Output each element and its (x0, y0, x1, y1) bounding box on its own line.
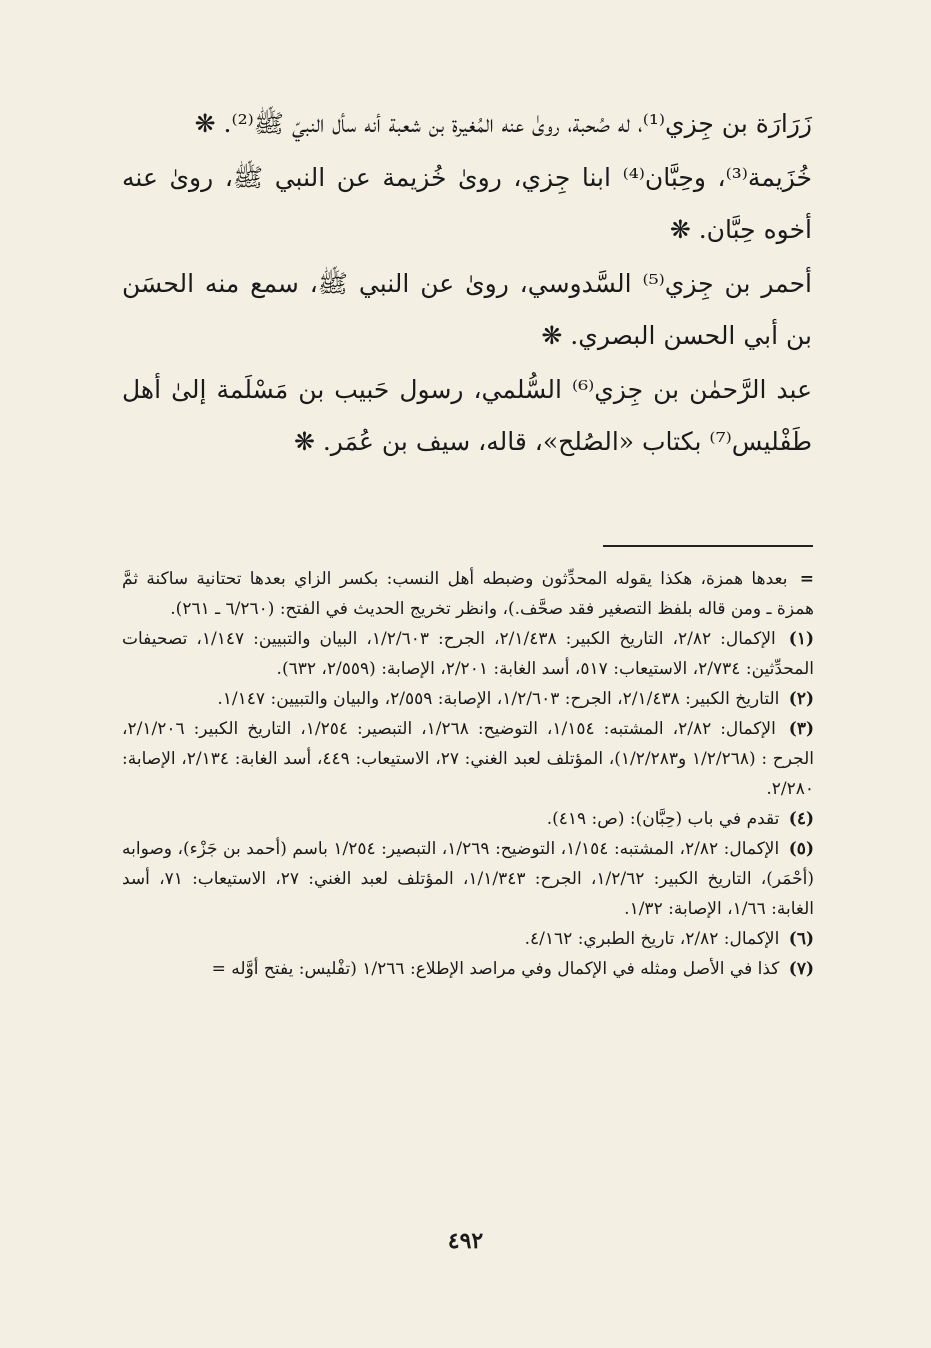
footnote-text: الإكمال: ٢/٨٢، المشتبه: ١/١٥٤، التوضيح: ١/٢٦٩، التبصير: ١/٢٥٤ باسم (أحمد بن جَزْء)، وصوابه (أحْمَر)، التاريخ الكبير: ١/٢/٦٢، الجرح: ١/١/٣٤٣، المؤتلف لعبد الغني: ٢٧، الاستيعاب: ٧١، أسد الغابة: ١/٦٦، الإصابة: ١/٣٢. (122, 839, 814, 919)
footnotes (122, 564, 814, 984)
entry-ahmar: أحمر بن جِزي⁽⁵⁾ السَّدوسي، روىٰ عن النبي ﷺ، سمع منه الحسَن بن أبي الحسن البصري. ❋ (122, 269, 812, 350)
footnote-number: (٧) (788, 959, 814, 979)
footnote-number: (٣) (788, 719, 815, 739)
entry-abd-al-rahman: عبد الرَّحمٰن بن جِزي⁽⁶⁾ السُّلمي، رسول حَبيب بن مَسْلَمة إلىٰ أهل طَفْليس⁽⁷⁾ بكتاب «الصُلح»، قاله، سيف بن عُمَر. ❋ (122, 375, 812, 456)
footnote-number: = (799, 569, 814, 589)
footnote-continuation (122, 564, 814, 624)
footnote-text: الإكمال: ٢/٨٢، تاريخ الطبري: ٤/١٦٢. (524, 929, 780, 949)
footnote-1 (122, 624, 814, 684)
footnote-4 (122, 804, 814, 834)
footnote-text: الإكمال: ٢/٨٢، التاريخ الكبير: ٢/١/٤٣٨، الجرح: ١/٢/٦٠٣، البيان والتبيين: ١/١٤٧، تصحيفات المحدِّثين: ٢/٧٣٤، الاستيعاب: ٥١٧، أسد الغابة: ٢/٢٠١، الإصابة: (٢/٥٥٩، ٦٣٢). (122, 629, 814, 679)
footnote-number: (١) (788, 629, 815, 649)
footnote-5 (122, 834, 814, 924)
footnote-7 (122, 954, 814, 984)
footnote-2 (122, 684, 814, 714)
entry-zurara: زَرَارَة بن جِزي⁽¹⁾، له صُحبة، روىٰ عنه المُغيرة بن شعبة أنه سأل النبيّ ﷺ⁽²⁾. ❋ (194, 109, 812, 138)
footnote-text: بعدها همزة، هكذا يقوله المحدِّثون وضبطه أهل النسب: بكسر الزاي بعدها تحتانية ساكنة ثمَّ همزة ـ ومن قاله بلفظ التصغير فقد صحَّف.)، وانظر تخريج الحديث في الفتح: (٦/٢٦٠ ـ ٢٦١). (122, 569, 814, 619)
footnote-number: (٢) (788, 689, 814, 709)
footnote-3 (122, 714, 814, 804)
footnote-number: (٦) (788, 929, 814, 949)
footnote-number: (٥) (788, 839, 814, 859)
entry-khuzayma-hibban: خُزَيمة⁽³⁾، وحِبَّان⁽⁴⁾ ابنا جِزي، روىٰ خُزيمة عن النبي ﷺ، روىٰ عنه أخوه حِبَّان. ❋ (122, 163, 812, 244)
footnote-text: كذا في الأصل ومثله في الإكمال وفي مراصد الإطلاع: ١/٢٦٦ (تفْليس: يفتح أوَّله = (211, 959, 780, 979)
footnote-divider (603, 545, 813, 547)
footnote-6 (122, 924, 814, 954)
footnote-text: تقدم في باب (حِبَّان): (ص: ٤١٩). (546, 809, 780, 829)
main-text (122, 98, 812, 470)
footnote-text: التاريخ الكبير: ٢/١/٤٣٨، الجرح: ١/٢/٦٠٣، الإصابة: ٢/٥٥٩، والبيان والتبيين: ١/١٤٧. (217, 689, 780, 709)
footnote-number: (٤) (788, 809, 814, 829)
footnote-text: الإكمال: ٢/٨٢، المشتبه: ١/١٥٤، التوضيح: ١/٢٦٨، التبصير: ١/٢٥٤، التاريخ الكبير: ٢/١/٢٠٦، الجرح : (١/٢/٢٦٨ و١/٢/٢٨٣)، المؤتلف لعبد الغني: ٢٧، الاستيعاب: ٤٤٩، أسد الغابة: ٢/١٣٤، الإصابة: ٢/٢٨٠. (122, 719, 814, 799)
page-number: ٤٩٢ (447, 1228, 484, 1254)
